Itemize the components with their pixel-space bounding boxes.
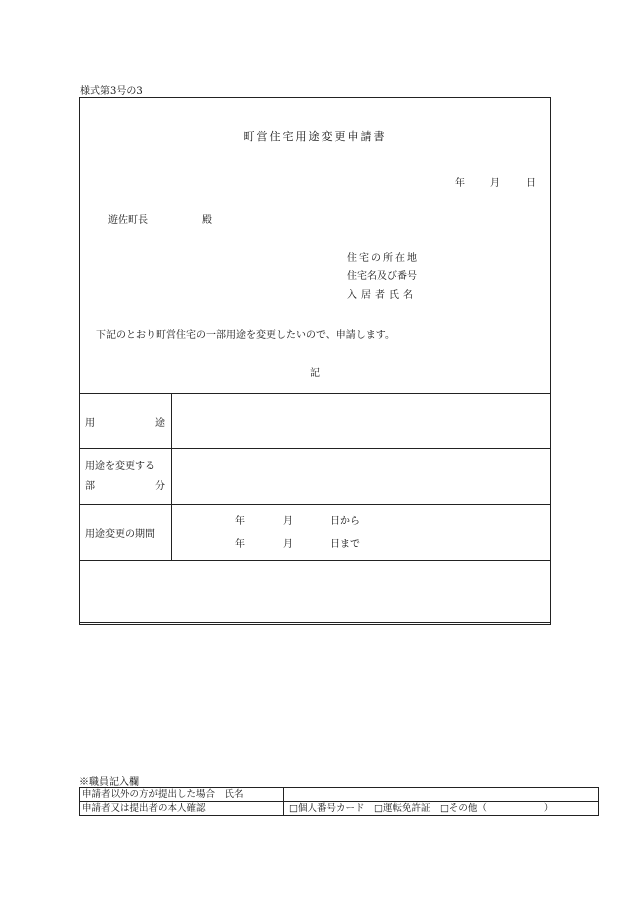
- period-label: 用途変更の期間: [80, 505, 172, 561]
- date-year: 年: [455, 178, 465, 189]
- period-row: [80, 505, 551, 561]
- usage-field[interactable]: [172, 394, 551, 449]
- changed-part-label: 用途を変更する 部 分: [80, 449, 172, 505]
- period-from: 年 月 日から: [235, 515, 360, 527]
- date-day: 日: [526, 178, 536, 189]
- period-field[interactable]: [172, 505, 551, 561]
- form-number: 様式第3号の3: [80, 86, 143, 97]
- period-to: 年 月 日まで: [235, 538, 360, 550]
- changed-part-field[interactable]: [172, 449, 551, 505]
- addressee-name: 遊佐町長: [108, 215, 148, 226]
- identity-options[interactable]: □個人番号カード □運転免許証 □その他（ ）: [284, 802, 599, 816]
- usage-row: [80, 394, 551, 449]
- staff-table: [79, 787, 599, 816]
- staff-row-identity: [80, 802, 599, 816]
- request-statement: 下記のとおり町営住宅の一部用途を変更したいので、申請します。: [96, 330, 395, 341]
- identity-label: 申請者又は提出者の本人確認: [80, 802, 284, 816]
- submitter-name-field[interactable]: [284, 788, 599, 802]
- application-form: [79, 97, 551, 623]
- date-month: 月: [490, 178, 500, 189]
- staff-section-heading: ※職員記入欄: [79, 777, 139, 788]
- applicant-house-label: 住宅名及び番号: [347, 271, 417, 282]
- applicant-address-label: 住宅の所在地: [347, 253, 419, 264]
- changed-part-row: [80, 449, 551, 505]
- details-table: [79, 393, 551, 625]
- remarks-row: [80, 561, 551, 625]
- form-title: 町営住宅用途変更申請書: [243, 130, 387, 143]
- remarks-field[interactable]: [80, 561, 551, 625]
- usage-label: 用 途: [80, 394, 172, 449]
- submitter-label: 申請者以外の方が提出した場合 氏名: [80, 788, 284, 802]
- ki-marker: 記: [310, 368, 320, 379]
- staff-row-submitter: [80, 788, 599, 802]
- addressee-honorific: 殿: [202, 215, 212, 226]
- applicant-resident-label: 入居者氏名: [347, 290, 417, 301]
